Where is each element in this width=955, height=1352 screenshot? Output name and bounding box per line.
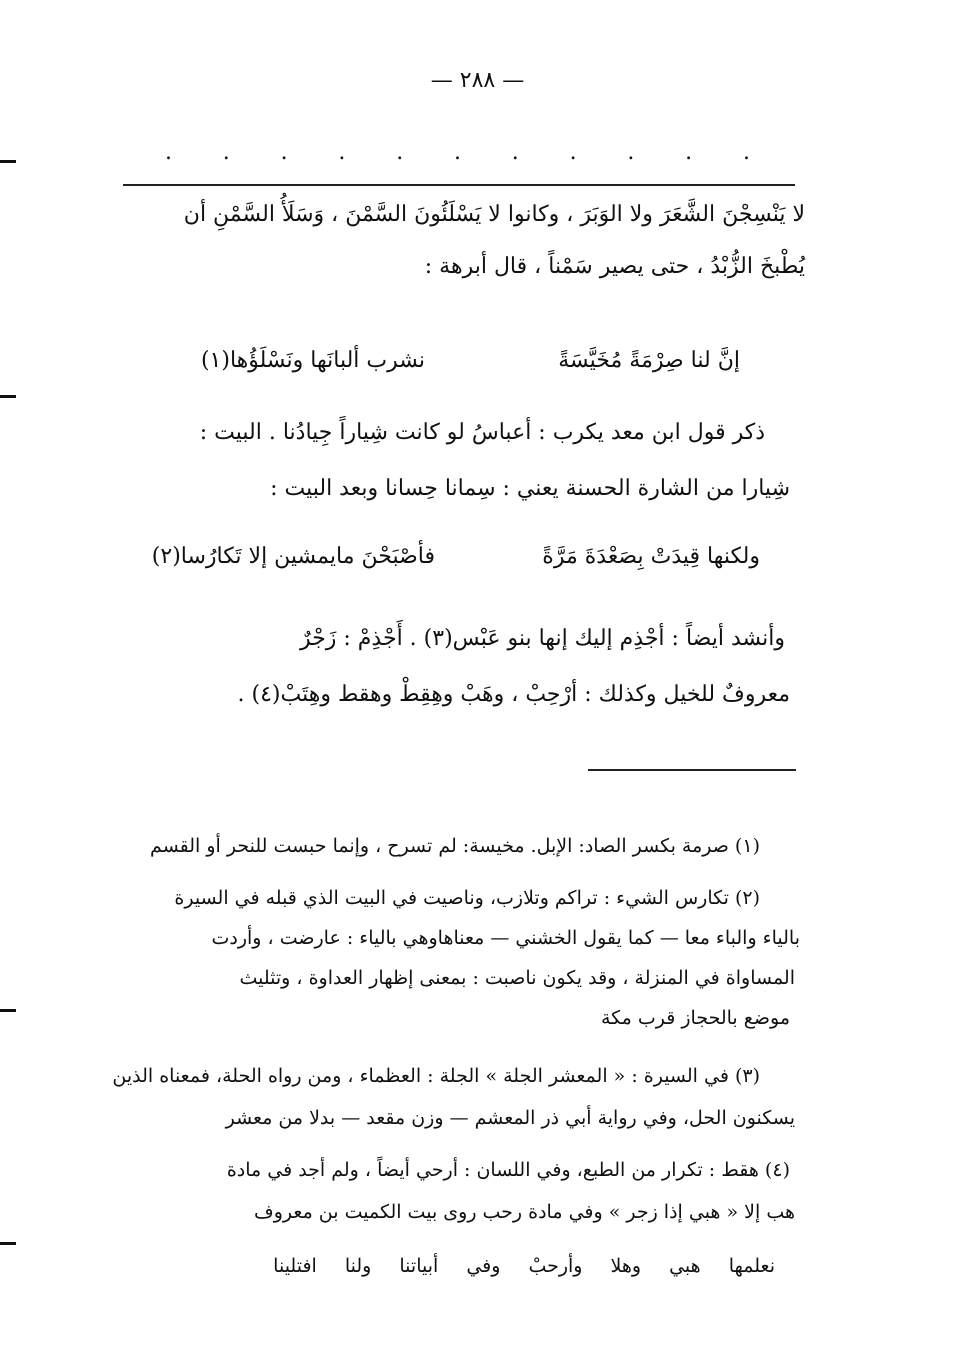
body-line: وأنشد أيضاً : أجْذِم إليك إنها بنو عَبْس(٣) . أَجْذِمْ : زَجْرٌ (300, 626, 785, 651)
verse-hemistich-left: فأصْبَحْنَ مايمشين إلا تَكارُسا(٢) (151, 544, 435, 569)
footnote-verse: نعلمها هبي وهلا وأرحبْ وفي أبياتنا ولنا افتلينا (273, 1255, 775, 1277)
footnote-line: (١) صرمة بكسر الصاد: الإبل. مخيسة: لم تسرح ، وإنما حبست للنحر أو القسم (150, 835, 760, 857)
body-line: معروفٌ للخيل وكذلك : أرْحِبْ ، وهَبْ وهِقِطْ وهقط وهِتَبْ(٤) . (237, 682, 790, 707)
footnote-line: يسكنون الحل، وفي رواية أبي ذر المعشم — وزن مقعد — بدلا من معشر (225, 1107, 795, 1129)
separator-dot: . (222, 140, 230, 165)
separator-dot: . (511, 140, 519, 165)
footnote-line: هب إلا « هبي إذا زجر » وفي مادة رحب روى بيت الكميت بن معروف (254, 1201, 795, 1223)
margin-mark (0, 1009, 16, 1012)
separator-dot: . (396, 140, 404, 165)
margin-mark (0, 395, 16, 398)
footnote-line: (٣) في السيرة : « المعشر الجلة » الجلة : العظماء ، ومن رواه الحلة، فمعناه الذين (112, 1065, 760, 1087)
separator-dot: . (453, 140, 461, 165)
separator-dot: . (165, 140, 172, 165)
body-line: يُطْبخَ الزُّبْدُ ، حتى يصير سَمْناً ، قال أبرهة : (424, 254, 805, 279)
separator-dot: . (569, 140, 577, 165)
verse-hemistich-right: ولكنها قِيدَتْ بِصَعْدَةَ مَرَّةً (542, 544, 760, 569)
footnote-rule (588, 769, 796, 771)
body-line: لا يَنْسِجْنَ الشَّعَرَ ولا الوَبَرَ ، وكانوا لا يَسْلَئُونَ السَّمْنَ ، وَسَلَأُ السَّمْنِ أن (183, 202, 805, 227)
footnote-line: (٢) تكارس الشيء : تراكم وتلازب، وناصيت في البيت الذي قبله في السيرة (174, 887, 760, 909)
margin-mark (0, 1242, 16, 1245)
separator-dot: . (742, 140, 750, 165)
verse-hemistich-left: نشرب ألبانَها ونَسْلَؤُها(١) (200, 348, 425, 373)
footnote-line: موضع بالحجاز قرب مكة (600, 1007, 790, 1029)
page-number: — ٢٨٨ — (430, 68, 525, 93)
body-line: ذكر قول ابن معد يكرب : أعباسُ لو كانت شِياراً جِيادُنا . البيت : (199, 420, 765, 445)
footnote-line: المساواة في المنزلة ، وقد يكون ناصبت : بمعنى إظهار العداوة ، وتثليث (239, 967, 795, 989)
margin-mark (0, 160, 16, 163)
separator-dot: . (280, 140, 288, 165)
header-rule (123, 184, 795, 186)
footnote-line: (٤) هقط : تكرار من الطبع، وفي اللسان : أرحي أيضاً ، ولم أجد في مادة (226, 1159, 790, 1181)
body-line: شِيارا من الشارة الحسنة يعني : سِمانا حِسانا وبعد البيت : (270, 476, 790, 501)
separator-dots (165, 140, 750, 165)
separator-dot: . (685, 140, 693, 165)
separator-dot: . (627, 140, 635, 165)
footnote-line: بالياء والباء معا — كما يقول الخشني — معناهاوهي بالياء : عارضت ، وأردت (211, 927, 800, 949)
verse-hemistich-right: إنَّ لنا صِرْمَةً مُخَيَّسَةً (558, 348, 740, 373)
separator-dot: . (338, 140, 346, 165)
